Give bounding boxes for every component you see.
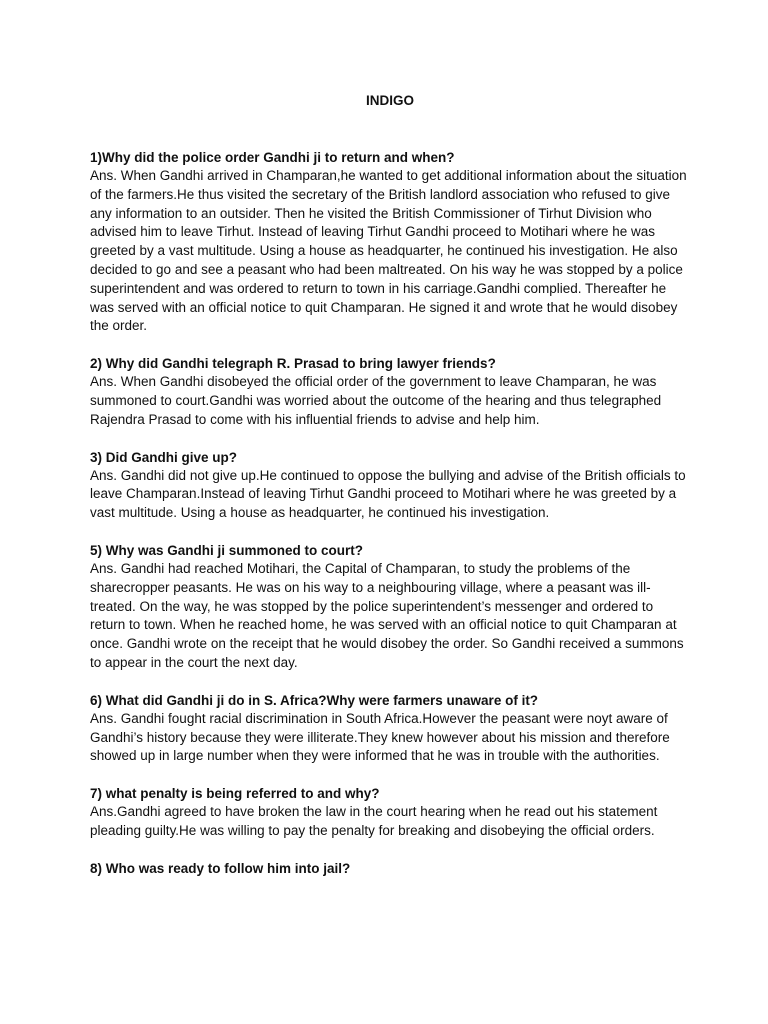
- answer-paragraph: Ans. Gandhi fought racial discrimination in South Africa.However the peasant were noyt aware of Gandhi’s history because they were illiterate.They knew however about his mission and therefore showed up in large number when they were informed that he was in trouble with the authorities.: [90, 710, 670, 764]
- question-heading: 8) Who was ready to follow him into jail?: [90, 860, 351, 876]
- question-heading: 1)Why did the police order Gandhi ji to return and when?: [90, 150, 455, 165]
- answer-paragraph: Ans. Gandhi had reached Motihari, the Capital of Champaran, to study the problems of the sharecropper peasants. He was on his way to a neighbouring village, where a peasant was ill-treated. On the way, he was stopped by the police superintendent’s messenger and ordered to return to town. When he reached home, he was served with an official notice to quit Champaran at once. Gandhi wrote on the receipt that he would disobey the order. So Gandhi received a summons to appear in the court the next day.: [90, 560, 684, 670]
- document-page: [90, 91, 690, 896]
- qa-item-3: [90, 448, 690, 523]
- answer-paragraph: Ans. When Gandhi disobeyed the official order of the government to leave Champaran, he was summoned to court.Gandhi was worried about the outcome of the hearing and thus telegraphed Rajendra Prasad to come with his influential friends to advise and help him.: [90, 374, 662, 427]
- qa-item-6: [90, 691, 690, 766]
- qa-item-2: [90, 354, 690, 429]
- qa-item-8: [90, 859, 690, 878]
- question-heading: 2) Why did Gandhi telegraph R. Prasad to bring lawyer friends?: [90, 356, 496, 372]
- question-heading: 3) Did Gandhi give up?: [90, 449, 238, 465]
- qa-item-7: [90, 784, 690, 841]
- document-title: INDIGO: [365, 93, 414, 108]
- question-heading: 5) Why was Gandhi ji summoned to court?: [90, 542, 364, 558]
- answer-paragraph: Ans. Gandhi did not give up.He continued to oppose the bullying and advise of the British officials to leave Champaran.Instead of leaving Tirhut Gandhi proceed to Motihari where he was greeted by a vast multitude. Using a house as headquarter, he continued his investigation.: [90, 467, 686, 521]
- qa-item-5: [90, 541, 690, 673]
- answer-paragraph: Ans. When Gandhi arrived in Champaran,he wanted to get additional information about the situation of the farmers.He thus visited the secretary of the British landlord association who refused to give any information to an outsider. Then he visited the British Commissioner of Tirhut Division who advised him to leave Tirhut. Instead of leaving Tirhut Gandhi proceed to Motihari where he was greeted by a vast multitude. Using a house as headquarter, he continued his investigation. He also decided to go and see a peasant who had been maltreated. On his way he was stopped by a police superintendent and was ordered to return to town in his carriage.Gandhi complied. Thereafter he was served with an official notice to quit Champaran. He signed it and wrote that he would disobey the order.: [90, 168, 687, 334]
- question-heading: 6) What did Gandhi ji do in S. Africa?Why were farmers unaware of it?: [90, 692, 539, 708]
- qa-item-1: [90, 148, 690, 336]
- answer-paragraph: Ans.Gandhi agreed to have broken the law in the court hearing when he read out his statement pleading guilty.He was willing to pay the penalty for breaking and disobeying the official orders.: [90, 804, 658, 838]
- question-heading: 7) what penalty is being referred to and why?: [90, 786, 380, 802]
